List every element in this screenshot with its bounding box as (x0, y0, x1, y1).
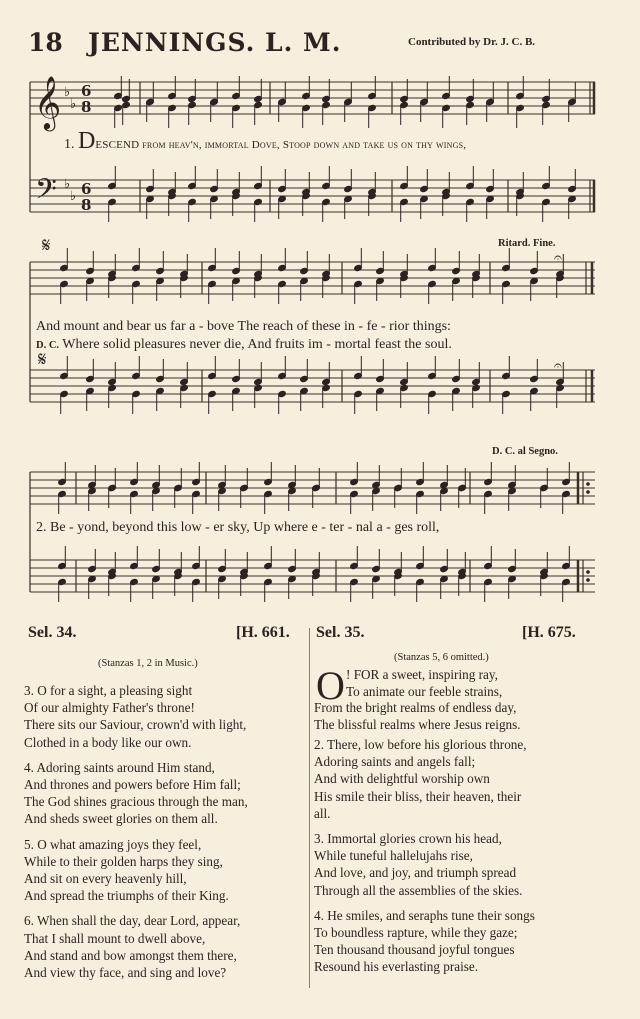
svg-text:6: 6 (81, 180, 92, 198)
hymn-line: Ten thousand thousand joyful tongues (314, 942, 515, 958)
lyric-text-1: ESCEND from heav'n, immortal Dove, Stoop down and take us on thy wings, (95, 139, 467, 151)
hymn-line: Adoring saints and angels fall; (314, 754, 476, 770)
hymn-line: And thrones and powers before Him fall; (24, 777, 241, 793)
fermata-icon-bass: 𝄐 (554, 358, 562, 374)
hymn-line: 3. Immortal glories crown his head, (314, 831, 502, 847)
lyric-line-4: 2. Be - yond, beyond this low - er sky, Up where e - ter - nal a - ges roll, (36, 520, 440, 535)
stanza (314, 907, 535, 976)
stanza (24, 682, 248, 751)
hymn-line: 3. O for a sight, a pleasing sight (24, 683, 193, 698)
repeat-dots (586, 482, 590, 582)
svg-text:♭: ♭ (70, 97, 77, 112)
hymn-line: And sit on every heavenly hill, (24, 871, 187, 887)
bass-clef-icon: 𝄢 (35, 173, 57, 213)
page-number: 18 (28, 28, 63, 57)
contributor-credit: Contributed by Dr. J. C. B. (408, 36, 536, 48)
lyric-stanza-number: 1. (64, 137, 75, 152)
stanza (24, 836, 248, 905)
dc-al-segno-marker: D. C. al Segno. (492, 446, 558, 457)
sel-34-ref: [H. 661. (236, 624, 290, 641)
hymn-line: all. (314, 805, 331, 821)
hymn-line: His smile their bliss, their heaven, their (314, 788, 522, 804)
svg-text:♭: ♭ (64, 85, 71, 100)
hymn-line: And spread the triumphs of their King. (24, 888, 229, 904)
column-divider (309, 628, 310, 988)
lyric-line-2: And mount and bear us far a - bove The reach of these in - fe - rior things: (36, 319, 451, 334)
hymn-line: That I shall mount to dwell above, (24, 930, 206, 946)
sel-34-note: (Stanzas 1, 2 in Music.) (98, 658, 198, 669)
hymn-line: And sheds sweet glories on them all. (24, 811, 218, 827)
hymn-line: Clothed in a body like our own. (24, 734, 192, 750)
sel-35-dropcap: O (316, 663, 345, 708)
hymn-line: From the bright realms of endless day, (314, 700, 517, 715)
hymn-line: 5. O what amazing joys they feel, (24, 836, 202, 852)
hymn-line: The blissful realms where Jesus reigns. (314, 716, 521, 732)
fermata-icon: 𝄐 (554, 250, 562, 266)
hymn-line: There sits our Saviour, crown'd with light, (24, 717, 247, 733)
hymn-line: Resound his everlasting praise. (314, 959, 479, 975)
lyric-text-3: Where solid pleasures never die, And fruits im - mortal feast the soul. (62, 337, 452, 352)
lyric-dropcap: D (78, 128, 96, 154)
hymn-line: While tuneful hallelujahs rise, (314, 848, 473, 864)
hymn-line: The God shines gracious through the man, (24, 794, 248, 810)
sel-34-stanzas (24, 682, 248, 989)
hymn-line: 4. He smiles, and seraphs tune their songs (314, 907, 535, 923)
hymn-line: And love, and joy, and triumph spread (314, 865, 517, 881)
stanza (314, 830, 535, 899)
hymn-line: 6. When shall the day, dear Lord, appear, (24, 913, 241, 929)
sel-35-stanzas (314, 736, 535, 984)
hymn-line: To boundless rapture, while they gaze; (314, 925, 518, 941)
lyric-line-1 (64, 128, 467, 154)
sel-35-first-stanza (314, 667, 521, 733)
hymn-line: To animate our feeble strains, (346, 683, 503, 699)
hymn-line: And view thy face, and sing and love? (24, 965, 227, 981)
sel-35-label: Sel. 35. (316, 624, 365, 641)
hymn-line: And with delightful worship own (314, 771, 490, 787)
segno-icon-bass: 𝄋 (38, 347, 47, 371)
ritard-fine-marker: Ritard. Fine. (498, 238, 556, 249)
hymn-line: 4. Adoring saints around Him stand, (24, 759, 215, 775)
sel-35-note: (Stanzas 5, 6 omitted.) (394, 652, 489, 663)
svg-text:♭: ♭ (70, 189, 77, 204)
lyric-line-3 (36, 337, 452, 353)
hymn-title: JENNINGS. L. M. (88, 28, 342, 57)
svg-text:♭: ♭ (64, 177, 71, 192)
hymn-line: 2. There, low before his glorious throne, (314, 737, 527, 752)
hymn-line: ! FOR a sweet, inspiring ray, (346, 667, 498, 682)
svg-text:8: 8 (81, 98, 92, 116)
hymn-line: And stand and bow amongst them there, (24, 947, 237, 963)
hymn-line: Of our almighty Father's throne! (24, 700, 195, 716)
svg-text:8: 8 (81, 196, 92, 214)
hymn-line: While to their golden harps they sing, (24, 853, 223, 869)
sel-35-ref: [H. 675. (522, 624, 576, 641)
hymn-line: Through all the assemblies of the skies. (314, 882, 523, 898)
stanza (24, 759, 248, 828)
stanza (24, 912, 248, 981)
stanza (314, 736, 535, 822)
segno-icon: 𝄋 (42, 233, 51, 257)
dc-marker: D. C. (36, 340, 60, 351)
treble-clef-icon: 𝄞 (34, 75, 62, 129)
svg-text:6: 6 (81, 82, 92, 100)
sel-34-label: Sel. 34. (28, 624, 77, 641)
